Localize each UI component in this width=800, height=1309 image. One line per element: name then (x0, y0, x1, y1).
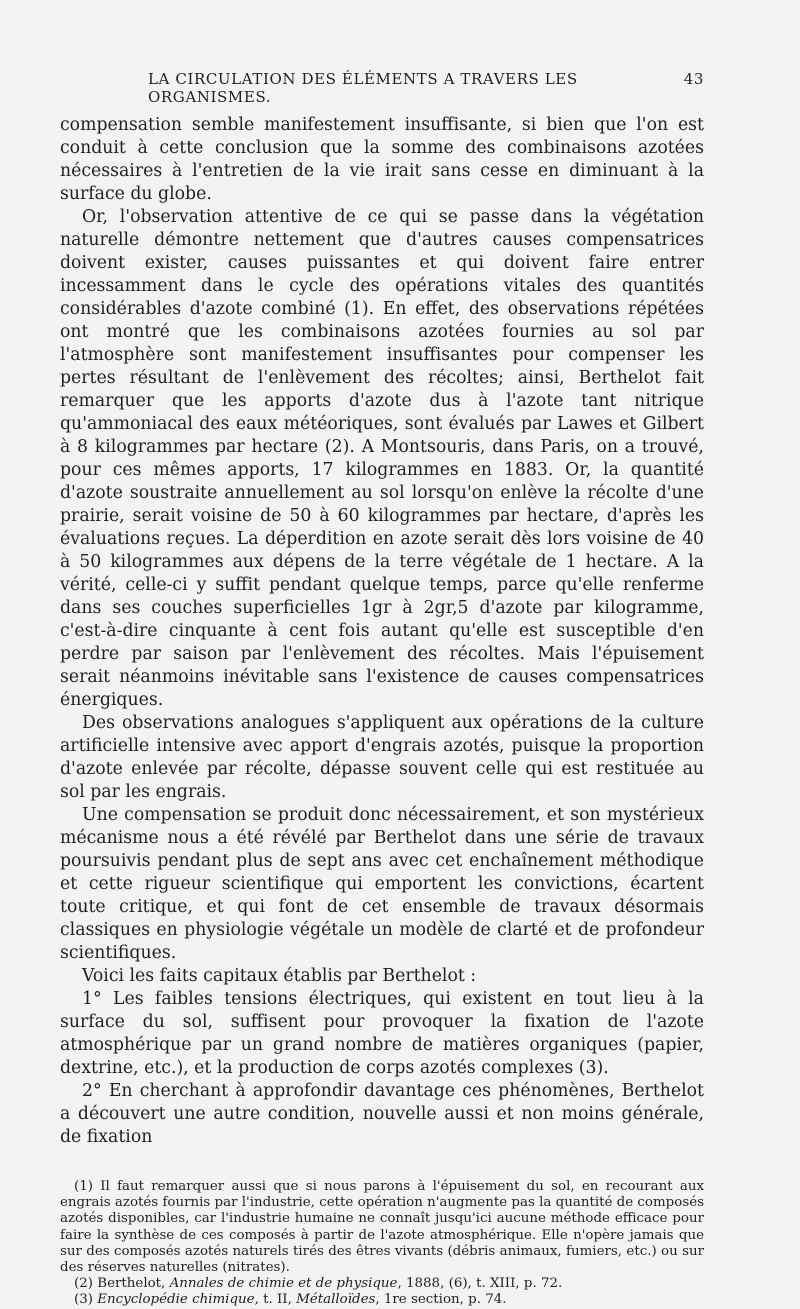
footnote-2-suffix: , 1888, (6), t. XIII, p. 72. (397, 1276, 563, 1292)
paragraph: 2° En cherchant à approfondir davantage ces phénomènes, Berthelot a découvert une autre condition, nouvelle aussi et non moins générale, de fixation (60, 1081, 704, 1147)
footnote-3-suffix: , 1re section, p. 74. (375, 1292, 507, 1308)
footnotes (60, 1179, 704, 1309)
paragraph: Une compensation se produit donc nécessairement, et son mystérieux mécanisme nous a été révélé par Berthelot dans une série de travaux poursuivis pendant plus de sept ans avec cet enchaînement méthodique et cette rigueur scientifique qui emportent les convictions, écartent toute critique, et qui font de cet ensemble de travaux désormais classiques en physiologie végétale un modèle de clarté et de profondeur scientifiques. (60, 805, 704, 963)
running-head (60, 70, 704, 106)
footnote-3-section: Métalloïdes (296, 1292, 376, 1308)
paragraph: compensation semble manifestement insuffisante, si bien que l'on est conduit à cette conclusion que la somme des combinaisons azotées nécessaires à l'entretien de la vie irait sans cesse en diminuant à la surface du globe. (60, 115, 704, 204)
paragraph: Or, l'observation attentive de ce qui se passe dans la végétation naturelle démontre nettement que d'autres causes compensatrices doivent exister, causes puissantes et qui doivent faire entrer incessamment dans le cycle des opérations vitales des quantités considérables d'azote combiné (1). En effet, des observations répétées ont montré que les combinaisons azotées fournies au sol par l'atmosphère sont manifestement insuffisantes pour compenser les pertes résultant de l'enlèvement des récoltes; ainsi, Berthelot fait remarquer que les apports d'azote dus à l'azote tant nitrique qu'ammoniacal des eaux météoriques, sont évalués par Lawes et Gilbert à 8 kilogrammes par hectare (2). A Montsouris, dans Paris, on a trouvé, pour ces mêmes apports, 17 kilogrammes en 1883. Or, la quantité d'azote soustraite annuellement au sol lorsqu'on enlève la récolte d'une prairie, serait voisine de 50 à 60 kilogrammes par hectare, d'après les évaluations reçues. La déperdition en azote serait dès lors voisine de 40 à 50 kilogrammes aux dépens de la terre végétale de 1 hectare. A la vérité, celle-ci y suffit pendant quelque temps, parce qu'elle renferme dans ses couches superficielles 1gr à 2gr,5 d'azote par kilogramme, c'est-à-dire cinquante à cent fois autant qu'elle est susceptible d'en perdre par saison par l'enlèvement des récoltes. Mais l'épuisement serait néanmoins inévitable sans l'existence de causes compensatrices énergiques. (60, 207, 704, 710)
body-text (60, 114, 704, 1149)
paragraph: Des observations analogues s'appliquent aux opérations de la culture artificielle intensive avec apport d'engrais azotés, puisque la proportion d'azote enlevée par récolte, dépasse souvent celle qui est restituée au sol par les engrais. (60, 713, 704, 802)
footnote-2-prefix: (2) Berthelot, (74, 1276, 170, 1292)
footnote-1: (1) Il faut remarquer aussi que si nous parons à l'épuisement du sol, en recourant aux engrais azotés fournis par l'industrie, cette opération n'augmente pas la quantité de composés azotés disponibles, car l'industrie humaine ne connaît jusqu'ici aucune méthode efficace pour faire la synthèse de ces composés à partir de l'azote atmosphérique. Elle n'opère jamais que sur des composés azotés naturels tirés des êtres vivants (débris animaux, fumiers, etc.) ou sur des réserves naturelles (nitrates). (60, 1179, 704, 1276)
footnote-3-prefix: (3) (74, 1292, 98, 1308)
paragraph: 1° Les faibles tensions électriques, qui existent en tout lieu à la surface du sol, suffisent pour provoquer la fixation de l'azote atmosphérique par un grand nombre de matières organiques (papier, dextrine, etc.), et la production de corps azotés complexes (3). (60, 989, 704, 1078)
paragraph: Voici les faits capitaux établis par Berthelot : (82, 966, 477, 986)
footnote-3-work: Encyclopédie chimique (97, 1292, 255, 1308)
footnote-2 (60, 1276, 704, 1292)
footnote-3-mid: , t. II, (254, 1292, 297, 1308)
running-title: LA CIRCULATION DES ÉLÉMENTS A TRAVERS LES ORGANISMES. (148, 70, 578, 106)
page-number: 43 (683, 70, 704, 88)
footnote-3 (60, 1292, 704, 1308)
footnote-2-journal: Annales de chimie et de physique (169, 1276, 398, 1292)
